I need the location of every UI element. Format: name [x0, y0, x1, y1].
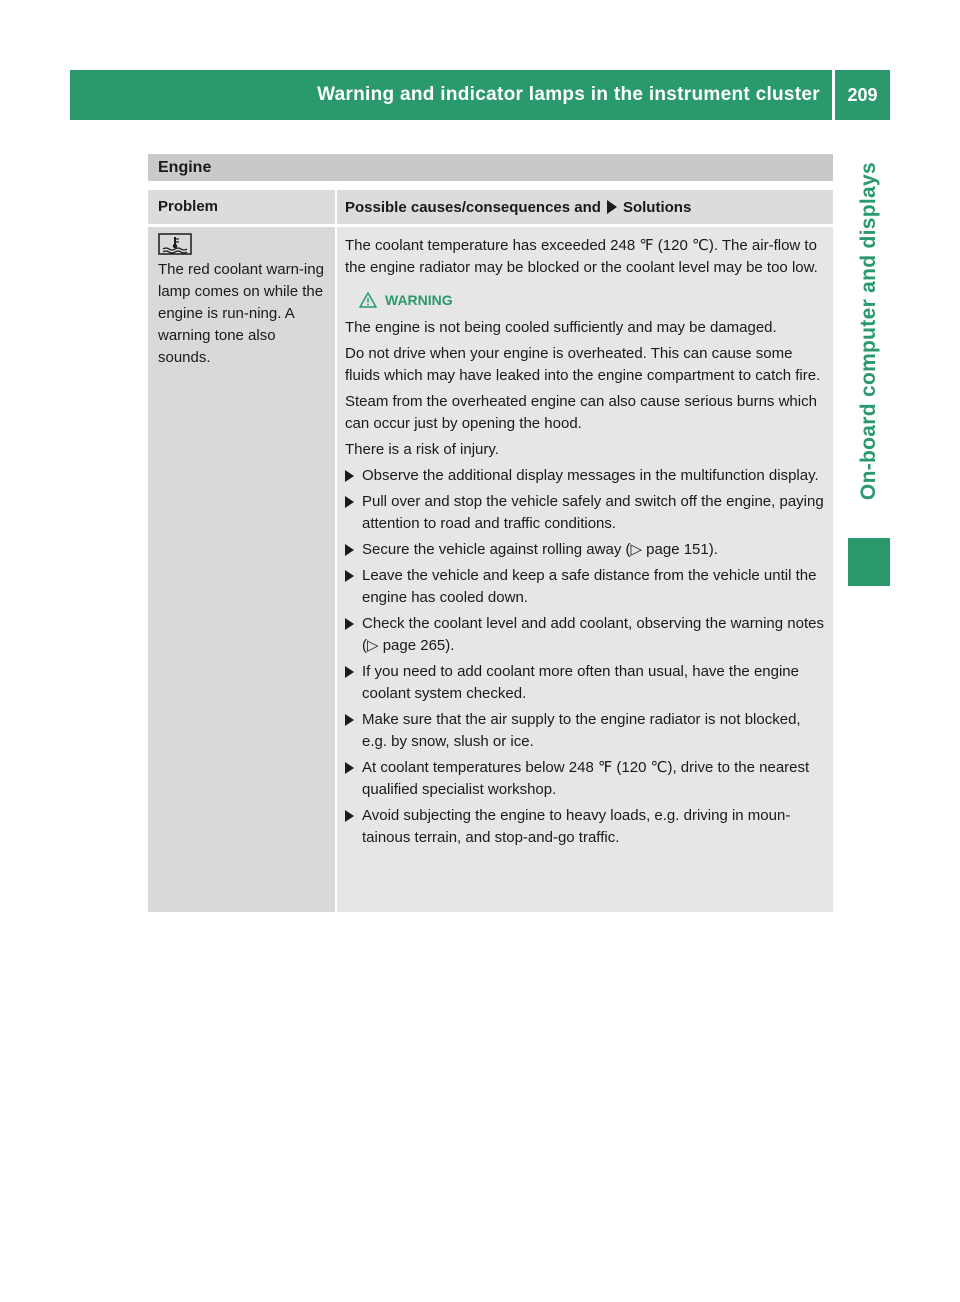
step-arrow-icon	[345, 544, 354, 556]
header-title: Warning and indicator lamps in the instrument cluster	[317, 84, 820, 105]
warning-paragraph: Steam from the overheated engine can also cause serious burns which can occur just by opening the hood.	[345, 393, 817, 432]
step-arrow-icon	[345, 714, 354, 726]
column-header-solutions-prefix: Possible causes/consequences and	[345, 198, 601, 216]
section-title: Engine	[148, 154, 833, 181]
side-tab	[848, 162, 890, 562]
problem-cell	[148, 227, 335, 912]
instruction-step	[345, 613, 825, 657]
warning-triangle-icon	[359, 292, 377, 308]
step-arrow-icon	[345, 762, 354, 774]
step-text: Leave the vehicle and keep a safe distance from the vehicle until the engine has cooled down.	[362, 567, 817, 606]
step-text: Make sure that the air supply to the engine radiator is not blocked, e.g. by snow, slush or ice.	[362, 711, 801, 750]
step-arrow-icon	[345, 666, 354, 678]
warning-paragraph: The engine is not being cooled sufficiently and may be damaged.	[345, 319, 777, 336]
problem-text: The red coolant warn-ing lamp comes on while the engine is run-ning. A warning tone also sounds.	[158, 261, 324, 366]
arrow-right-icon	[607, 200, 617, 214]
instruction-step	[345, 491, 825, 535]
side-tab-marker	[848, 538, 890, 586]
warning-paragraph: Do not drive when your engine is overheated. This can cause some fluids which may have leaked into the engine compartment to catch fire.	[345, 345, 821, 384]
instruction-step	[345, 565, 825, 609]
instruction-step	[345, 539, 825, 561]
step-arrow-icon	[345, 496, 354, 508]
warning-paragraph: There is a risk of injury.	[345, 441, 499, 458]
step-text: If you need to add coolant more often than usual, have the engine coolant system checked.	[362, 663, 799, 702]
warning-label: WARNING	[385, 292, 453, 308]
warning-heading	[359, 289, 825, 311]
page-header	[70, 70, 890, 120]
step-text: Secure the vehicle against rolling away (▷ page 151).	[362, 541, 718, 558]
instruction-step	[345, 757, 825, 801]
column-header-problem: Problem	[148, 190, 335, 224]
cause-intro: The coolant temperature has exceeded 248 ℉ (120 ℃). The air-flow to the engine radiator may be blocked or the coolant level may be too low.	[345, 237, 818, 276]
solutions-cell	[337, 227, 833, 912]
column-header-solutions	[337, 190, 833, 224]
column-header-solutions-suffix: Solutions	[622, 198, 692, 216]
step-arrow-icon	[345, 570, 354, 582]
step-text: Pull over and stop the vehicle safely and switch off the engine, paying attention to road and traffic conditions.	[362, 493, 824, 532]
instruction-step	[345, 709, 825, 753]
step-arrow-icon	[345, 618, 354, 630]
coolant-temperature-icon	[158, 233, 192, 255]
step-text: Observe the additional display messages in the multifunction display.	[362, 467, 819, 484]
step-text: Check the coolant level and add coolant, observing the warning notes (▷ page 265).	[362, 615, 824, 654]
step-text: At coolant temperatures below 248 ℉ (120 ℃), drive to the nearest qualified specialist workshop.	[362, 759, 810, 798]
side-tab-label: On-board computer and displays	[857, 162, 880, 501]
instruction-step	[345, 661, 825, 705]
instruction-step	[345, 465, 825, 487]
step-arrow-icon	[345, 810, 354, 822]
instruction-step	[345, 805, 825, 849]
step-arrow-icon	[345, 470, 354, 482]
step-text: Avoid subjecting the engine to heavy loads, e.g. driving in moun-tainous terrain, and stop-and-go traffic.	[362, 807, 791, 846]
page-number: 209	[847, 84, 878, 105]
